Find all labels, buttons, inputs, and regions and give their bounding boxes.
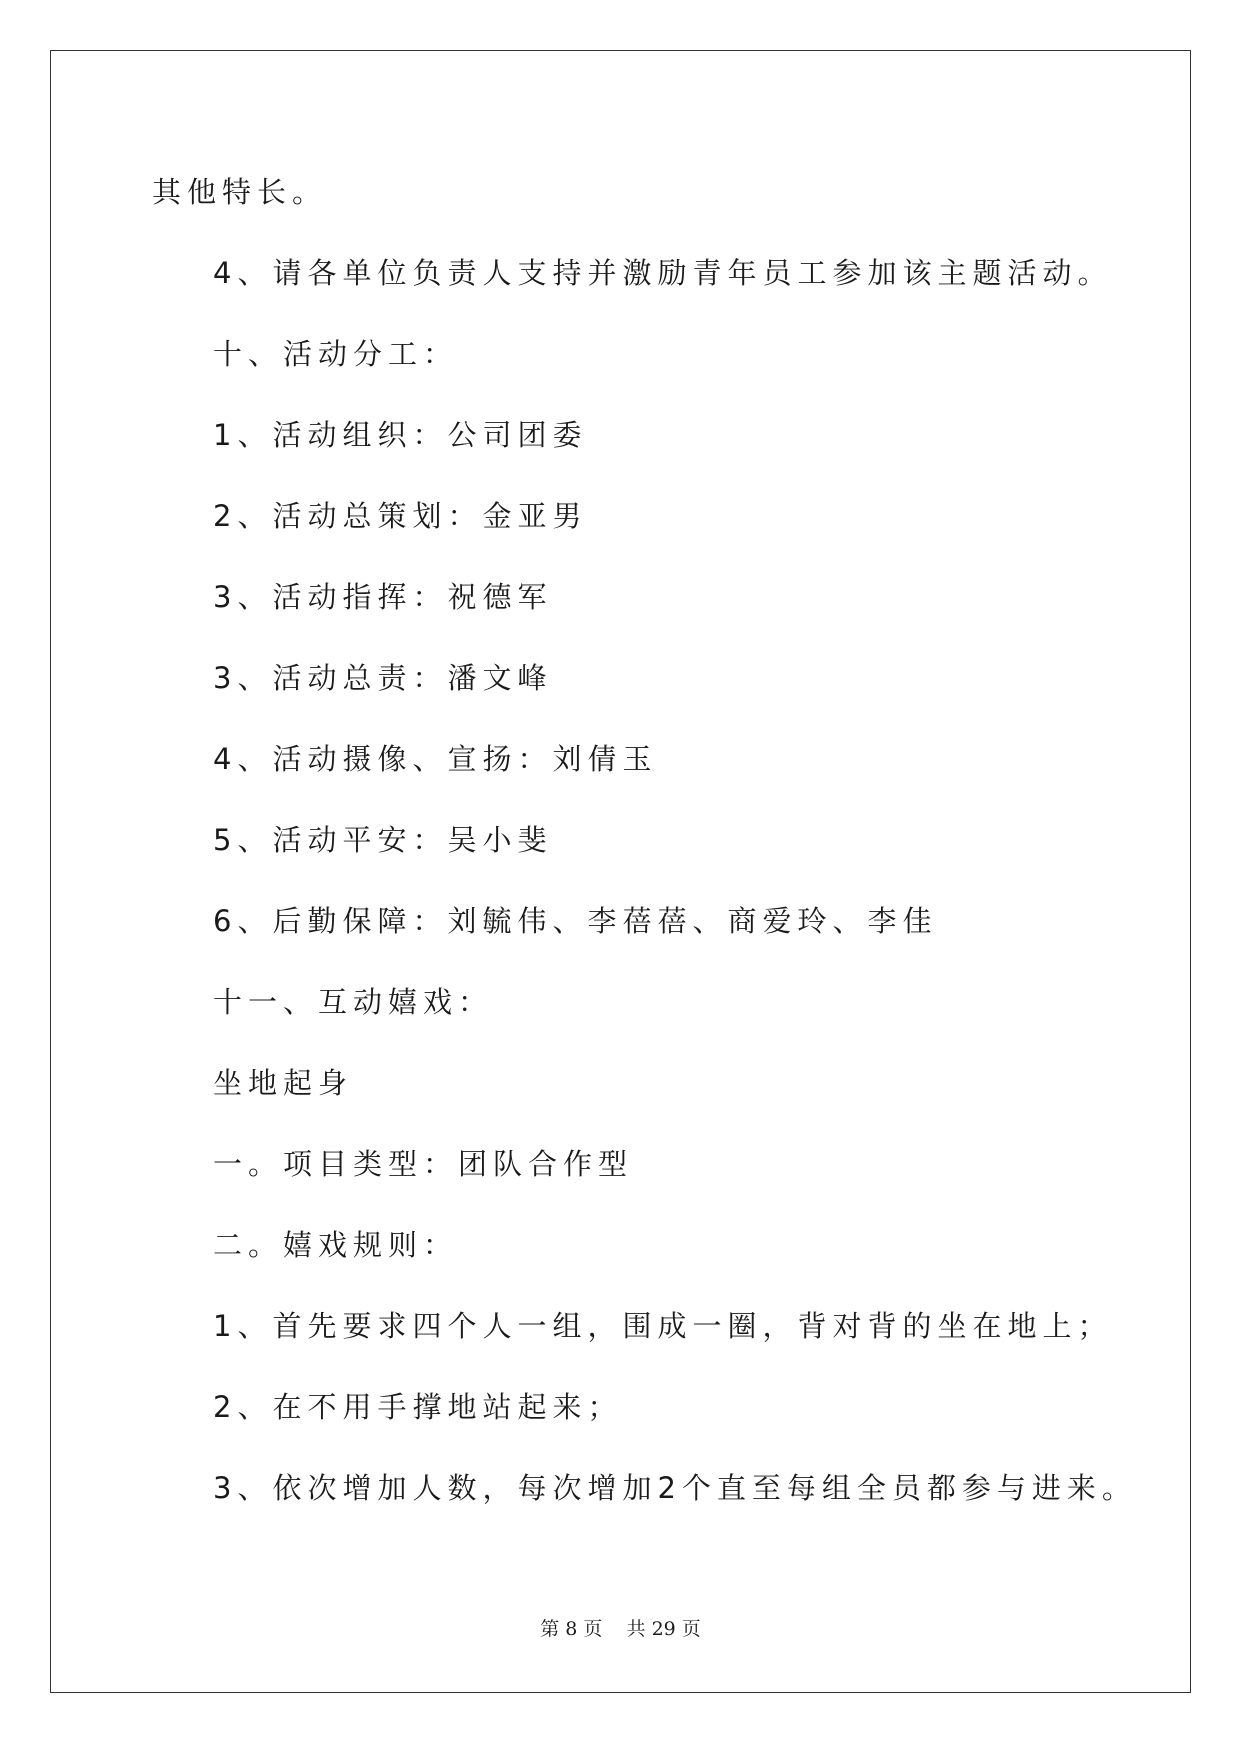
text-line: 3、活动总责：潘文峰: [213, 661, 553, 695]
text-line: 6、后勤保障：刘毓伟、李蓓蓓、商爱玲、李佳: [213, 904, 938, 938]
text-line: 一。项目类型：团队合作型: [213, 1147, 634, 1181]
page-border: [50, 50, 1191, 1693]
text-line: 3、活动指挥：祝德军: [213, 580, 553, 614]
text-line: 其他特长。: [152, 175, 328, 209]
text-line: 2、活动总策划：金亚男: [213, 499, 588, 533]
page-footer: [0, 1620, 1241, 1639]
text-line: 坐地起身: [213, 1066, 354, 1100]
text-line: 1、活动组织：公司团委: [213, 418, 588, 452]
text-line: 4、请各单位负责人支持并激励青年员工参加该主题活动。: [213, 256, 1113, 290]
text-line: 4、活动摄像、宣扬：刘倩玉: [213, 742, 658, 776]
text-line: 2、在不用手撑地站起来；: [213, 1390, 623, 1424]
section-heading: 十、活动分工：: [213, 337, 459, 371]
text-line: 5、活动平安：吴小斐: [213, 823, 553, 857]
text-line: 3、依次增加人数，每次增加2个直至每组全员都参与进来。: [213, 1471, 1137, 1505]
section-heading: 十一、互动嬉戏：: [213, 985, 494, 1019]
page-total: 共 29 页: [626, 1618, 701, 1640]
text-line: 1、首先要求四个人一组，围成一圈，背对背的坐在地上；: [213, 1309, 1113, 1343]
page-number: 第 8 页: [540, 1618, 603, 1640]
text-line: 二。嬉戏规则：: [213, 1228, 459, 1262]
